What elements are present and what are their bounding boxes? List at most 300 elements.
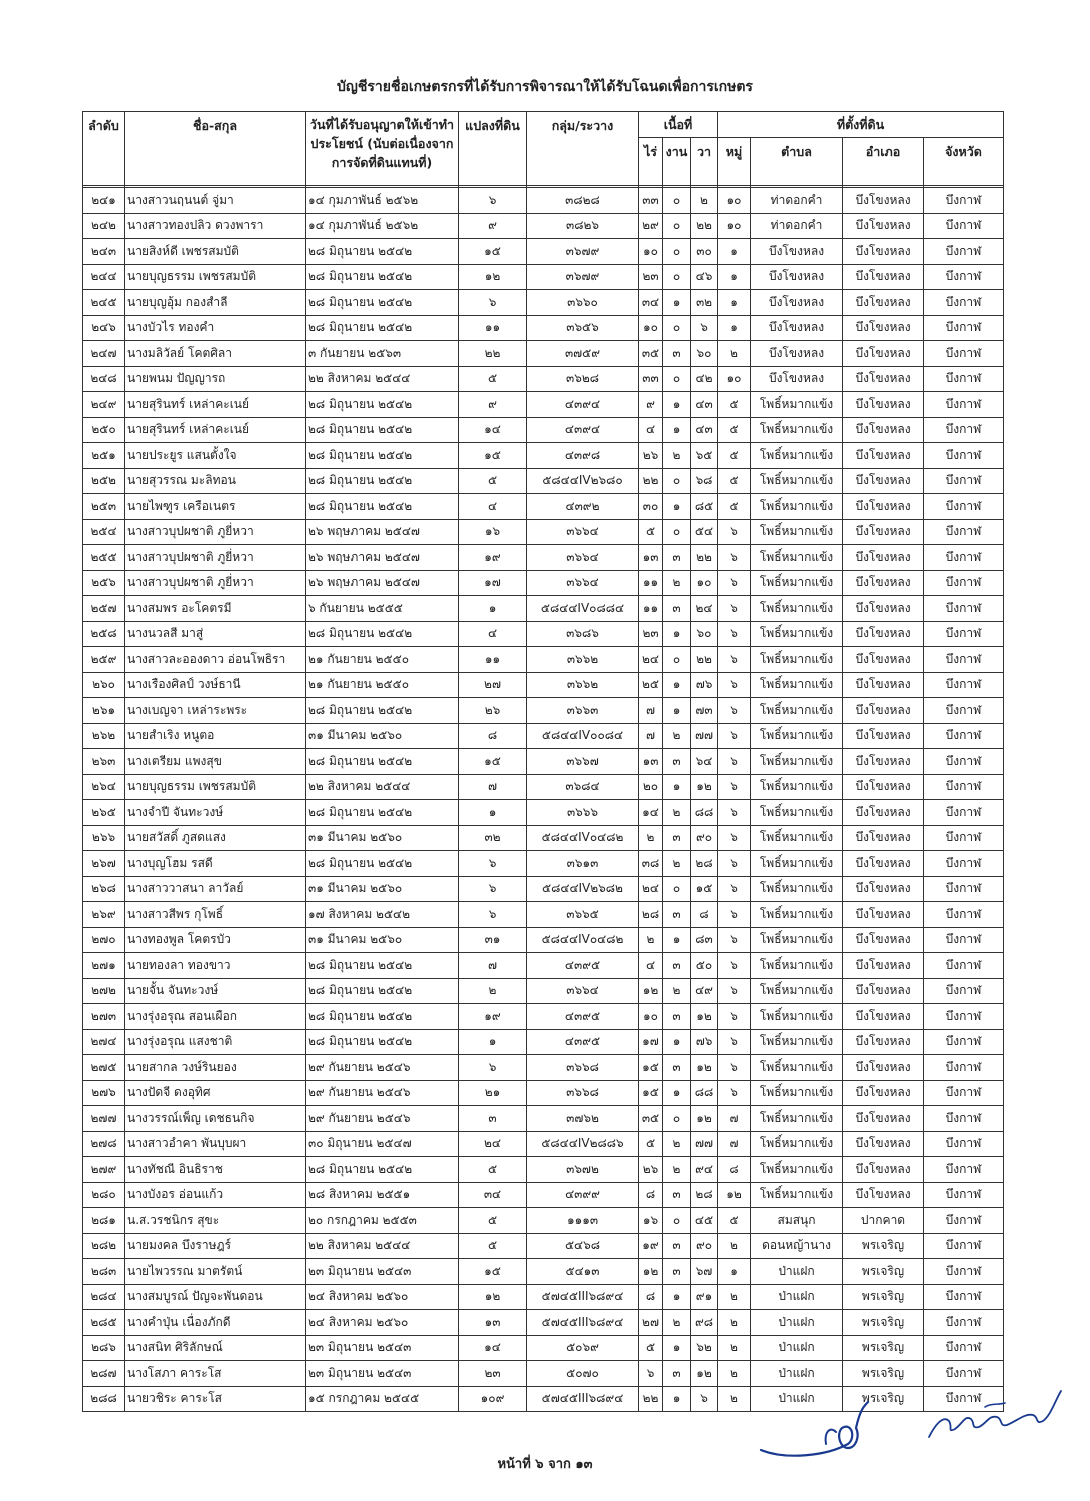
cell-wa: ๖๐ — [691, 341, 718, 367]
cell-plot: ๑ — [459, 800, 527, 826]
table-row — [83, 647, 1004, 673]
cell-no: ๒๘๓ — [83, 1259, 125, 1285]
cell-province: บึงกาฬ — [924, 213, 1004, 239]
header-group: กลุ่ม/ระวาง — [527, 112, 639, 186]
cell-province: บึงกาฬ — [924, 927, 1004, 953]
cell-province: บึงกาฬ — [924, 1208, 1004, 1234]
cell-rai: ๕ — [639, 519, 663, 545]
cell-moo: ๑ — [718, 239, 751, 265]
cell-no: ๒๔๕ — [83, 290, 125, 316]
cell-wa: ๒๔ — [691, 596, 718, 622]
cell-group: ๕๗๔๕III๖๘๙๔ — [527, 1386, 639, 1412]
cell-name: นายสุรินทร์ เหล่าคะเนย์ — [125, 417, 306, 443]
cell-plot: ๒๖ — [459, 698, 527, 724]
cell-group: ๕๘๔๔IV๒๘๘๖ — [527, 1131, 639, 1157]
cell-group: ๓๖๖๒ — [527, 672, 639, 698]
cell-name: นางสนิท ศิริลักษณ์ — [125, 1335, 306, 1361]
cell-date: ๒๘ มิถุนายน ๒๕๔๒ — [306, 1157, 459, 1183]
cell-ngan: ๓ — [663, 1233, 691, 1259]
cell-wa: ๒๘ — [691, 851, 718, 877]
cell-date: ๒๘ มิถุนายน ๒๕๔๒ — [306, 953, 459, 979]
cell-province: บึงกาฬ — [924, 1131, 1004, 1157]
cell-province: บึงกาฬ — [924, 188, 1004, 214]
cell-wa: ๘ — [691, 902, 718, 928]
cell-plot: ๓๒ — [459, 825, 527, 851]
cell-tambon: โพธิ์หมากแข้ง — [751, 392, 843, 418]
cell-province: บึงกาฬ — [924, 1055, 1004, 1081]
cell-moo: ๑๒ — [718, 1182, 751, 1208]
cell-wa: ๕๔ — [691, 519, 718, 545]
cell-amphoe: บึงโขงหลง — [843, 494, 924, 520]
header-no: ลำดับ — [83, 112, 125, 186]
cell-moo: ๕ — [718, 417, 751, 443]
cell-province: บึงกาฬ — [924, 596, 1004, 622]
cell-amphoe: บึงโขงหลง — [843, 672, 924, 698]
table-row — [83, 876, 1004, 902]
cell-wa: ๖๐ — [691, 621, 718, 647]
cell-ngan: ๐ — [663, 213, 691, 239]
cell-moo: ๖ — [718, 876, 751, 902]
cell-group: ๕๗๔๕III๖๘๙๔ — [527, 1284, 639, 1310]
cell-tambon: โพธิ์หมากแข้ง — [751, 825, 843, 851]
cell-name: นางปัดจี ดงอุทิศ — [125, 1080, 306, 1106]
cell-date: ๒๒ สิงหาคม ๒๕๔๔ — [306, 774, 459, 800]
cell-province: บึงกาฬ — [924, 392, 1004, 418]
cell-moo: ๒ — [718, 1284, 751, 1310]
cell-date: ๒๔ สิงหาคม ๒๕๖๐ — [306, 1284, 459, 1310]
table-row — [83, 1029, 1004, 1055]
cell-rai: ๓๓ — [639, 188, 663, 214]
table-row — [83, 417, 1004, 443]
cell-wa: ๑๒ — [691, 1004, 718, 1030]
cell-province: บึงกาฬ — [924, 902, 1004, 928]
table-row — [83, 1335, 1004, 1361]
cell-group: ๑๑๑๓ — [527, 1208, 639, 1234]
cell-tambon: โพธิ์หมากแข้ง — [751, 570, 843, 596]
cell-rai: ๓๘ — [639, 851, 663, 877]
cell-group: ๕๗๔๕III๖๘๙๔ — [527, 1310, 639, 1336]
cell-group: ๓๖๘๔ — [527, 774, 639, 800]
cell-name: นางวรรณ์เพ็ญ เดชธนกิจ — [125, 1106, 306, 1132]
cell-province: บึงกาฬ — [924, 723, 1004, 749]
cell-wa: ๖๕ — [691, 443, 718, 469]
cell-plot: ๒๔ — [459, 1131, 527, 1157]
cell-group: ๓๖๖๔ — [527, 978, 639, 1004]
cell-plot: ๒๒ — [459, 341, 527, 367]
cell-rai: ๔ — [639, 417, 663, 443]
cell-no: ๒๕๗ — [83, 596, 125, 622]
cell-rai: ๒๗ — [639, 1310, 663, 1336]
cell-date: ๒๘ มิถุนายน ๒๕๔๒ — [306, 315, 459, 341]
cell-rai: ๓๕ — [639, 341, 663, 367]
cell-name: นางรุ่งอรุณ สอนเผือก — [125, 1004, 306, 1030]
cell-rai: ๒๐ — [639, 774, 663, 800]
cell-ngan: ๒ — [663, 978, 691, 1004]
cell-date: ๒๖ พฤษภาคม ๒๕๔๗ — [306, 519, 459, 545]
cell-plot: ๖ — [459, 851, 527, 877]
header-date: วันที่ได้รับอนุญาตให้เข้าทำประโยชน์ (นับต่อเนื่องจากการจัดที่ดินแทนที่) — [306, 112, 459, 186]
cell-date: ๒๙ กันยายน ๒๕๔๖ — [306, 1080, 459, 1106]
cell-date: ๒๓ มิถุนายน ๒๕๔๓ — [306, 1335, 459, 1361]
cell-moo: ๖ — [718, 545, 751, 571]
cell-moo: ๖ — [718, 1029, 751, 1055]
cell-name: นางโสภา คาระโส — [125, 1361, 306, 1387]
cell-plot: ๕ — [459, 1157, 527, 1183]
cell-province: บึงกาฬ — [924, 774, 1004, 800]
cell-wa: ๘๘ — [691, 1080, 718, 1106]
cell-wa: ๗๖ — [691, 1029, 718, 1055]
cell-province: บึงกาฬ — [924, 494, 1004, 520]
cell-group: ๓๖๖๔ — [527, 519, 639, 545]
cell-ngan: ๓ — [663, 825, 691, 851]
cell-wa: ๗๖ — [691, 672, 718, 698]
cell-name: นายบุญธรรม เพชรสมบัติ — [125, 264, 306, 290]
cell-date: ๒๙ กันยายน ๒๕๔๖ — [306, 1055, 459, 1081]
cell-moo: ๖ — [718, 570, 751, 596]
cell-no: ๒๗๗ — [83, 1106, 125, 1132]
cell-rai: ๕ — [639, 1131, 663, 1157]
cell-province: บึงกาฬ — [924, 315, 1004, 341]
cell-amphoe: บึงโขงหลง — [843, 978, 924, 1004]
cell-moo: ๖ — [718, 749, 751, 775]
cell-amphoe: บึงโขงหลง — [843, 392, 924, 418]
header-amphoe: อำเภอ — [843, 138, 924, 186]
cell-tambon: บึงโขงหลง — [751, 264, 843, 290]
cell-amphoe: บึงโขงหลง — [843, 698, 924, 724]
cell-no: ๒๖๕ — [83, 800, 125, 826]
cell-name: นางสาวทองปลิว ดวงพารา — [125, 213, 306, 239]
cell-wa: ๗๗ — [691, 723, 718, 749]
cell-no: ๒๖๗ — [83, 851, 125, 877]
cell-wa: ๑๒ — [691, 1361, 718, 1387]
cell-rai: ๗ — [639, 698, 663, 724]
cell-wa: ๑๒ — [691, 1055, 718, 1081]
cell-wa: ๖๔ — [691, 749, 718, 775]
table-row — [83, 392, 1004, 418]
cell-date: ๒๘ มิถุนายน ๒๕๔๒ — [306, 698, 459, 724]
cell-no: ๒๔๙ — [83, 392, 125, 418]
cell-ngan: ๑ — [663, 1386, 691, 1412]
cell-wa: ๕๐ — [691, 953, 718, 979]
table-body — [83, 188, 1004, 1412]
cell-group: ๓๖๖๖ — [527, 800, 639, 826]
cell-name: นางบังอร อ่อนแก้ว — [125, 1182, 306, 1208]
cell-group: ๓๖๗๙ — [527, 264, 639, 290]
cell-plot: ๒ — [459, 978, 527, 1004]
cell-name: นางสาวอำคา พันบุบผา — [125, 1131, 306, 1157]
cell-amphoe: บึงโขงหลง — [843, 1157, 924, 1183]
cell-tambon: โพธิ์หมากแข้ง — [751, 494, 843, 520]
header-tambon: ตำบล — [751, 138, 843, 186]
cell-tambon: โพธิ์หมากแข้ง — [751, 902, 843, 928]
cell-amphoe: บึงโขงหลง — [843, 264, 924, 290]
cell-group: ๓๖๒๘ — [527, 366, 639, 392]
cell-no: ๒๗๘ — [83, 1131, 125, 1157]
header-rai: ไร่ — [639, 138, 663, 186]
cell-plot: ๑๕ — [459, 443, 527, 469]
header-location: ที่ตั้งที่ดิน — [718, 112, 1004, 138]
cell-no: ๒๔๑ — [83, 188, 125, 214]
cell-rai: ๓๓ — [639, 366, 663, 392]
cell-wa: ๙๔ — [691, 1157, 718, 1183]
cell-date: ๒๘ มิถุนายน ๒๕๔๒ — [306, 978, 459, 1004]
cell-no: ๒๔๒ — [83, 213, 125, 239]
cell-moo: ๖ — [718, 774, 751, 800]
cell-plot: ๒๓ — [459, 1361, 527, 1387]
cell-rai: ๑๕ — [639, 1055, 663, 1081]
table-row — [83, 1361, 1004, 1387]
cell-moo: ๕ — [718, 443, 751, 469]
cell-plot: ๖ — [459, 1055, 527, 1081]
cell-amphoe: พรเจริญ — [843, 1284, 924, 1310]
cell-plot: ๕ — [459, 468, 527, 494]
cell-date: ๒๘ มิถุนายน ๒๕๔๒ — [306, 851, 459, 877]
cell-group: ๓๘๒๖ — [527, 213, 639, 239]
cell-moo: ๑๐ — [718, 366, 751, 392]
cell-province: บึงกาฬ — [924, 443, 1004, 469]
cell-wa: ๖ — [691, 315, 718, 341]
cell-moo: ๒ — [718, 1386, 751, 1412]
cell-rai: ๑๒ — [639, 978, 663, 1004]
cell-no: ๒๖๑ — [83, 698, 125, 724]
cell-wa: ๔๓ — [691, 392, 718, 418]
cell-no: ๒๔๖ — [83, 315, 125, 341]
cell-date: ๒๘ มิถุนายน ๒๕๔๒ — [306, 749, 459, 775]
cell-tambon: บึงโขงหลง — [751, 366, 843, 392]
cell-tambon: โพธิ์หมากแข้ง — [751, 1182, 843, 1208]
table-row — [83, 341, 1004, 367]
cell-rai: ๒๒ — [639, 468, 663, 494]
cell-group: ๓๖๘๖ — [527, 621, 639, 647]
cell-tambon: โพธิ์หมากแข้ง — [751, 927, 843, 953]
cell-date: ๒๙ กันยายน ๒๕๔๖ — [306, 1106, 459, 1132]
cell-moo: ๖ — [718, 800, 751, 826]
cell-province: บึงกาฬ — [924, 1004, 1004, 1030]
cell-date: ๓๑ มีนาคม ๒๕๖๐ — [306, 876, 459, 902]
table-row — [83, 494, 1004, 520]
table-row — [83, 978, 1004, 1004]
cell-province: บึงกาฬ — [924, 621, 1004, 647]
cell-no: ๒๘๒ — [83, 1233, 125, 1259]
header-ngan: งาน — [663, 138, 691, 186]
cell-ngan: ๓ — [663, 1055, 691, 1081]
cell-no: ๒๗๒ — [83, 978, 125, 1004]
cell-plot: ๑๕ — [459, 749, 527, 775]
cell-ngan: ๐ — [663, 519, 691, 545]
cell-moo: ๑๐ — [718, 188, 751, 214]
cell-ngan: ๒ — [663, 723, 691, 749]
cell-amphoe: บึงโขงหลง — [843, 417, 924, 443]
cell-wa: ๒ — [691, 188, 718, 214]
cell-name: นางเตรียม แพงสุข — [125, 749, 306, 775]
cell-group: ๓๖๖๔ — [527, 570, 639, 596]
cell-ngan: ๐ — [663, 1106, 691, 1132]
cell-amphoe: บึงโขงหลง — [843, 545, 924, 571]
cell-rai: ๑๗ — [639, 1029, 663, 1055]
cell-plot: ๑๒ — [459, 264, 527, 290]
cell-ngan: ๑ — [663, 1029, 691, 1055]
cell-name: นายสิงห์ดี เพชรสมบัติ — [125, 239, 306, 265]
cell-rai: ๘ — [639, 1182, 663, 1208]
cell-ngan: ๐ — [663, 647, 691, 673]
cell-tambon: โพธิ์หมากแข้ง — [751, 774, 843, 800]
cell-wa: ๔๕ — [691, 1208, 718, 1234]
cell-province: บึงกาฬ — [924, 1386, 1004, 1412]
cell-moo: ๒ — [718, 1335, 751, 1361]
table-row — [83, 698, 1004, 724]
cell-tambon: บึงโขงหลง — [751, 290, 843, 316]
cell-wa: ๖๗ — [691, 1259, 718, 1285]
cell-no: ๒๘๑ — [83, 1208, 125, 1234]
cell-rai: ๒๓ — [639, 264, 663, 290]
cell-no: ๒๖๒ — [83, 723, 125, 749]
cell-amphoe: บึงโขงหลง — [843, 239, 924, 265]
cell-amphoe: บึงโขงหลง — [843, 1131, 924, 1157]
table-row — [83, 851, 1004, 877]
header-area: เนื้อที่ — [639, 112, 718, 138]
table-row — [83, 315, 1004, 341]
cell-rai: ๒๔ — [639, 876, 663, 902]
cell-tambon: โพธิ์หมากแข้ง — [751, 519, 843, 545]
cell-wa: ๘๓ — [691, 927, 718, 953]
cell-rai: ๑๔ — [639, 800, 663, 826]
cell-plot: ๑ — [459, 1029, 527, 1055]
cell-plot: ๗ — [459, 953, 527, 979]
cell-no: ๒๖๐ — [83, 672, 125, 698]
cell-province: บึงกาฬ — [924, 825, 1004, 851]
cell-moo: ๑๐ — [718, 213, 751, 239]
cell-plot: ๑๔ — [459, 1335, 527, 1361]
cell-group: ๓๗๕๙ — [527, 341, 639, 367]
cell-rai: ๑๑ — [639, 570, 663, 596]
cell-amphoe: บึงโขงหลง — [843, 927, 924, 953]
cell-group: ๕๔๖๘ — [527, 1233, 639, 1259]
table-row — [83, 749, 1004, 775]
cell-date: ๑๔ กุมภาพันธ์ ๒๕๖๒ — [306, 188, 459, 214]
cell-rai: ๒๖ — [639, 443, 663, 469]
cell-name: นายบุญอุ้ม กองสำลี — [125, 290, 306, 316]
cell-province: บึงกาฬ — [924, 800, 1004, 826]
table-row — [83, 1080, 1004, 1106]
header-wa: วา — [691, 138, 718, 186]
cell-rai: ๙ — [639, 392, 663, 418]
cell-tambon: โพธิ์หมากแข้ง — [751, 953, 843, 979]
cell-name: นางสาวบุปผชาติ ภูยี่หวา — [125, 545, 306, 571]
cell-ngan: ๐ — [663, 1208, 691, 1234]
cell-rai: ๑๓ — [639, 545, 663, 571]
cell-wa: ๘๕ — [691, 494, 718, 520]
cell-name: นางสาววาสนา ลาวัลย์ — [125, 876, 306, 902]
cell-amphoe: บึงโขงหลง — [843, 800, 924, 826]
cell-rai: ๒ — [639, 825, 663, 851]
table-row — [83, 723, 1004, 749]
cell-date: ๓๐ มิถุนายน ๒๕๔๗ — [306, 1131, 459, 1157]
cell-province: บึงกาฬ — [924, 647, 1004, 673]
cell-no: ๒๖๔ — [83, 774, 125, 800]
cell-date: ๒๘ มิถุนายน ๒๕๔๒ — [306, 800, 459, 826]
cell-amphoe: บึงโขงหลง — [843, 647, 924, 673]
cell-wa: ๙๘ — [691, 1310, 718, 1336]
cell-name: นางสาวบุปผชาติ ภูยี่หวา — [125, 519, 306, 545]
cell-ngan: ๒ — [663, 1157, 691, 1183]
table-row — [83, 570, 1004, 596]
cell-wa: ๑๒ — [691, 1106, 718, 1132]
cell-tambon: โพธิ์หมากแข้ง — [751, 698, 843, 724]
cell-plot: ๙ — [459, 392, 527, 418]
cell-name: นางสาวสีพร กุโพธิ์ — [125, 902, 306, 928]
cell-group: ๓๖๖๘ — [527, 1055, 639, 1081]
table-row — [83, 264, 1004, 290]
table-row — [83, 443, 1004, 469]
cell-province: บึงกาฬ — [924, 1284, 1004, 1310]
cell-wa: ๖๘ — [691, 468, 718, 494]
table-row — [83, 1106, 1004, 1132]
cell-no: ๒๗๑ — [83, 953, 125, 979]
cell-name: นายสำเริง หนูตอ — [125, 723, 306, 749]
table-row — [83, 1208, 1004, 1234]
cell-rai: ๑๓ — [639, 749, 663, 775]
cell-rai: ๒๓ — [639, 621, 663, 647]
cell-rai: ๑๐ — [639, 1004, 663, 1030]
page-number: หน้าที่ ๖ จาก ๑๓ — [497, 1457, 593, 1472]
cell-moo: ๖ — [718, 723, 751, 749]
cell-province: บึงกาฬ — [924, 341, 1004, 367]
cell-amphoe: พรเจริญ — [843, 1386, 924, 1412]
table-row — [83, 239, 1004, 265]
cell-amphoe: บึงโขงหลง — [843, 341, 924, 367]
cell-moo: ๖ — [718, 851, 751, 877]
cell-date: ๒๘ มิถุนายน ๒๕๔๒ — [306, 417, 459, 443]
cell-plot: ๑๑ — [459, 315, 527, 341]
cell-date: ๒๘ มิถุนายน ๒๕๔๒ — [306, 1029, 459, 1055]
cell-group: ๕๐๖๙ — [527, 1335, 639, 1361]
cell-amphoe: บึงโขงหลง — [843, 851, 924, 877]
cell-tambon: โพธิ์หมากแข้ง — [751, 749, 843, 775]
cell-no: ๒๔๘ — [83, 366, 125, 392]
cell-rai: ๒๒ — [639, 1386, 663, 1412]
cell-amphoe: พรเจริญ — [843, 1335, 924, 1361]
cell-no: ๒๘๘ — [83, 1386, 125, 1412]
cell-date: ๒๘ มิถุนายน ๒๕๔๒ — [306, 264, 459, 290]
cell-ngan: ๒ — [663, 800, 691, 826]
signature-mark-2 — [925, 1385, 1065, 1445]
cell-group: ๓๖๖๐ — [527, 290, 639, 316]
cell-no: ๒๕๓ — [83, 494, 125, 520]
cell-no: ๒๕๔ — [83, 519, 125, 545]
cell-plot: ๑๑ — [459, 647, 527, 673]
cell-tambon: สมสนุก — [751, 1208, 843, 1234]
cell-wa: ๒๒ — [691, 545, 718, 571]
cell-group: ๔๓๙๔ — [527, 392, 639, 418]
cell-rai: ๑๕ — [639, 1080, 663, 1106]
cell-plot: ๑๙ — [459, 1004, 527, 1030]
cell-name: นางจำปี จันทะวงษ์ — [125, 800, 306, 826]
cell-plot: ๓ — [459, 1106, 527, 1132]
cell-province: บึงกาฬ — [924, 749, 1004, 775]
cell-amphoe: บึงโขงหลง — [843, 1029, 924, 1055]
cell-tambon: โพธิ์หมากแข้ง — [751, 417, 843, 443]
table-row — [83, 825, 1004, 851]
cell-tambon: โพธิ์หมากแข้ง — [751, 1106, 843, 1132]
cell-amphoe: บึงโขงหลง — [843, 723, 924, 749]
cell-date: ๒๘ มิถุนายน ๒๕๔๒ — [306, 443, 459, 469]
cell-rai: ๔ — [639, 953, 663, 979]
cell-group: ๕๔๑๓ — [527, 1259, 639, 1285]
cell-rai: ๓๔ — [639, 290, 663, 316]
cell-moo: ๑ — [718, 290, 751, 316]
cell-name: นายไพฑูร เครือเนตร — [125, 494, 306, 520]
cell-moo: ๖ — [718, 953, 751, 979]
